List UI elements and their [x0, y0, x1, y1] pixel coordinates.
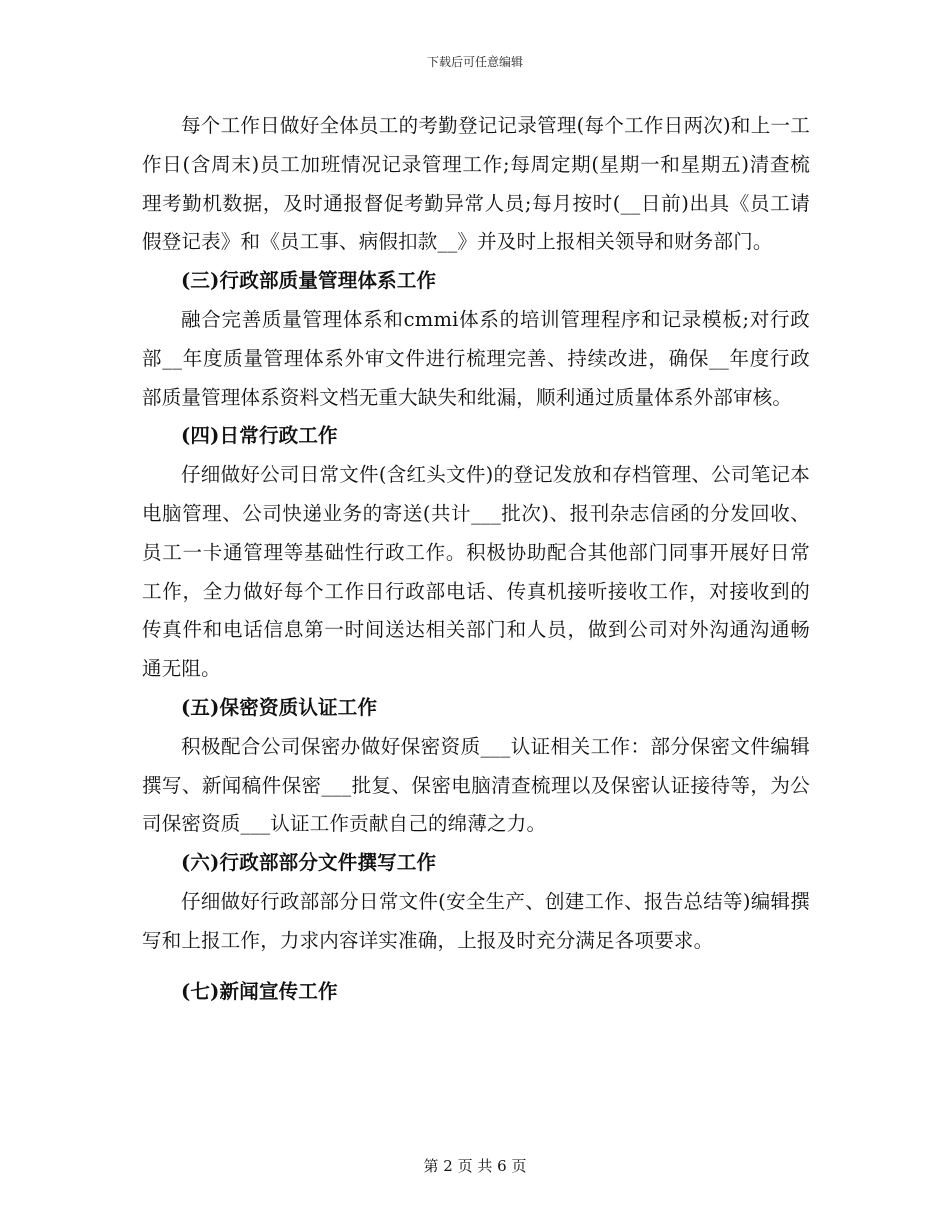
section-heading-3: (三)行政部质量管理体系工作 [181, 269, 437, 293]
section-body-6: 仔细做好行政部部分日常文件(安全生产、创建工作、报告总结等)编辑撰写和上报工作，力求内容详实准确，上报及时充分满足各项要求。 [142, 889, 810, 952]
section-body-5: 积极配合公司保密办做好保密资质___认证相关工作：部分保密文件编辑撰写、新闻稿件保密___批复、保密电脑清查梳理以及保密认证接待等，为公司保密资质___认证工作贡献自己的绵薄之力。 [142, 734, 810, 836]
page-number: 第 2 页 共 6 页 [423, 1157, 527, 1175]
section-heading-7: (七)新闻宣传工作 [181, 979, 338, 1003]
section-heading-4: (四)日常行政工作 [181, 424, 338, 448]
document-body [142, 107, 810, 1011]
section-heading-5: (五)保密资质认证工作 [181, 695, 378, 719]
header-note: 下载后可任意编辑 [426, 55, 523, 69]
section-body-3: 融合完善质量管理体系和cmmi体系的培训管理程序和记录模板;对行政部__年度质量管理体系外审文件进行梳理完善、持续改进，确保__年度行政部质量管理体系资料文档无重大缺失和纰漏，顺利通过质量体系外部审核。 [142, 307, 810, 409]
intro-paragraph: 每个工作日做好全体员工的考勤登记记录管理(每个工作日两次)和上一工作日(含周末)员工加班情况记录管理工作;每周定期(星期一和星期五)清查梳理考勤机数据，及时通报督促考勤异常人员;每月按时(__日前)出具《员工请假登记表》和《员工事、病假扣款__》并及时上报相关领导和财务部门。 [142, 114, 810, 254]
section-heading-6: (六)行政部部分文件撰写工作 [181, 851, 437, 875]
section-body-4: 仔细做好公司日常文件(含红头文件)的登记发放和存档管理、公司笔记本电脑管理、公司快递业务的寄送(共计___批次)、报刊杂志信函的分发回收、员工一卡通管理等基础性行政工作。积极协助配合其他部门同事开展好日常工作，全力做好每个工作日行政部电话、传真机接听接收工作，对接收到的传真件和电话信息第一时间送达相关部门和人员，做到公司对外沟通沟通畅通无阻。 [142, 463, 810, 681]
